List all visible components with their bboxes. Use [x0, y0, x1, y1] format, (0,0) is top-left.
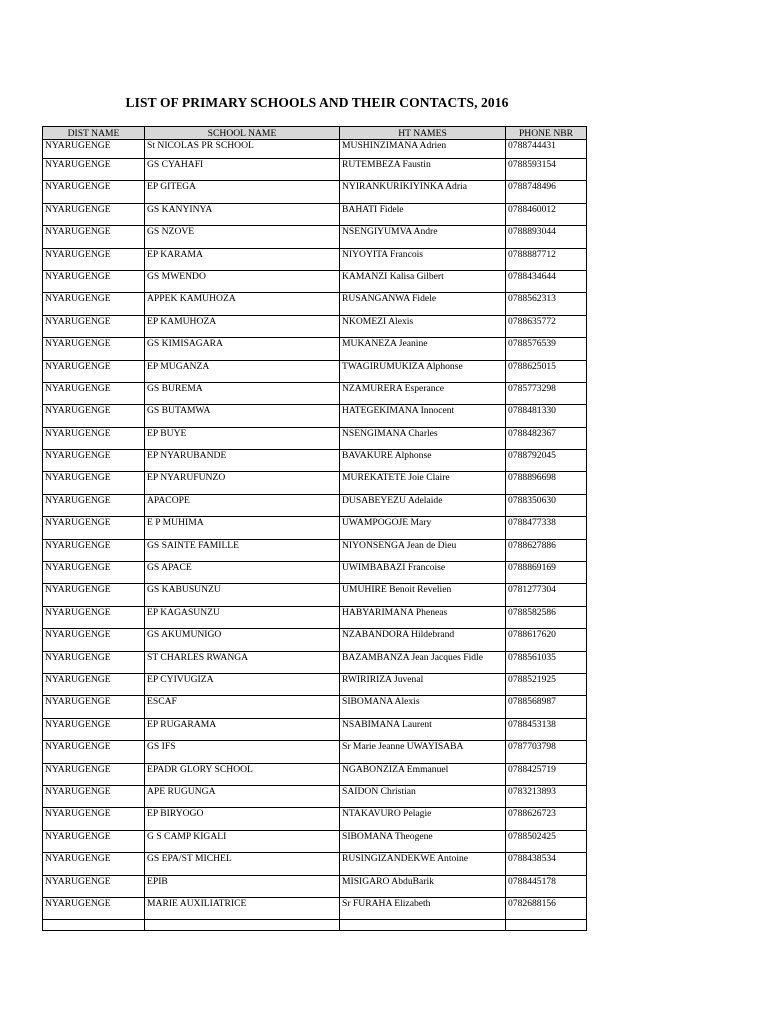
table-row — [43, 673, 587, 695]
table-row — [43, 427, 587, 449]
cell-phone-nbr: 0788568987 — [506, 696, 587, 718]
cell-dist-name: NYARUGENGE — [43, 203, 145, 225]
cell-phone-nbr: 0788350630 — [506, 494, 587, 516]
table-row — [43, 562, 587, 584]
cell-ht-name: NKOMEZI Alexis — [340, 315, 506, 337]
table-row — [43, 405, 587, 427]
cell-dist-name: NYARUGENGE — [43, 494, 145, 516]
table-row — [43, 248, 587, 270]
cell-ht-name: BAZAMBANZA Jean Jacques Fidle — [340, 651, 506, 673]
cell-dist-name: NYARUGENGE — [43, 427, 145, 449]
cell-ht-name: NGABONZIZA Emmanuel — [340, 763, 506, 785]
cell-ht-name: NIYONSENGA Jean de Dieu — [340, 539, 506, 561]
cell-school-name: GS KANYINYA — [145, 203, 340, 225]
cell-school-name: EP CYIVUGIZA — [145, 673, 340, 695]
cell-dist-name: NYARUGENGE — [43, 293, 145, 315]
table-row — [43, 606, 587, 628]
cell-school-name: E P MUHIMA — [145, 517, 340, 539]
cell-phone-nbr: 0785773298 — [506, 382, 587, 404]
cell-dist-name: NYARUGENGE — [43, 382, 145, 404]
cell-ht-name: BAVAKURE Alphonse — [340, 450, 506, 472]
cell-ht-name: HABYARIMANA Pheneas — [340, 606, 506, 628]
empty-cell — [43, 920, 145, 931]
cell-phone-nbr: 0788460012 — [506, 203, 587, 225]
cell-ht-name: NYIRANKURIKIYINKA Adria — [340, 181, 506, 203]
cell-ht-name: NZAMURERA Esperance — [340, 382, 506, 404]
cell-dist-name: NYARUGENGE — [43, 517, 145, 539]
cell-ht-name: MISIGARO AbduBarik — [340, 875, 506, 897]
table-header-row — [43, 127, 587, 140]
cell-phone-nbr: 0788617620 — [506, 629, 587, 651]
cell-school-name: EP KARAMA — [145, 248, 340, 270]
cell-phone-nbr: 0788445178 — [506, 875, 587, 897]
cell-ht-name: NSENGIMANA Charles — [340, 427, 506, 449]
cell-phone-nbr: 0788576539 — [506, 338, 587, 360]
cell-ht-name: TWAGIRUMUKIZA Alphonse — [340, 360, 506, 382]
header-school-name: SCHOOL NAME — [145, 127, 340, 140]
cell-school-name: GS EPA/ST MICHEL — [145, 853, 340, 875]
table-row — [43, 315, 587, 337]
cell-school-name: EP RUGARAMA — [145, 718, 340, 740]
cell-ht-name: NSENGIYUMVA Andre — [340, 226, 506, 248]
cell-phone-nbr: 0781277304 — [506, 584, 587, 606]
cell-ht-name: MUREKATETE Joie Claire — [340, 472, 506, 494]
cell-dist-name: NYARUGENGE — [43, 673, 145, 695]
cell-phone-nbr: 0788625015 — [506, 360, 587, 382]
table-row — [43, 875, 587, 897]
cell-phone-nbr: 0788792045 — [506, 450, 587, 472]
cell-dist-name: NYARUGENGE — [43, 875, 145, 897]
table-row — [43, 270, 587, 292]
cell-phone-nbr: 0788869169 — [506, 562, 587, 584]
empty-cell — [506, 920, 587, 931]
header-ht-names: HT NAMES — [340, 127, 506, 140]
table-row — [43, 226, 587, 248]
cell-phone-nbr: 0787703798 — [506, 741, 587, 763]
table-row — [43, 494, 587, 516]
cell-phone-nbr: 0788434644 — [506, 270, 587, 292]
cell-school-name: GS KIMISAGARA — [145, 338, 340, 360]
cell-school-name: GS MWENDO — [145, 270, 340, 292]
table-row — [43, 203, 587, 225]
table-row — [43, 785, 587, 807]
cell-dist-name: NYARUGENGE — [43, 405, 145, 427]
table-row — [43, 853, 587, 875]
table-row — [43, 830, 587, 852]
cell-dist-name: NYARUGENGE — [43, 696, 145, 718]
cell-ht-name: UMUHIRE Benoit Revelien — [340, 584, 506, 606]
cell-dist-name: NYARUGENGE — [43, 159, 145, 181]
cell-school-name: GS NZOVE — [145, 226, 340, 248]
cell-phone-nbr: 0788425719 — [506, 763, 587, 785]
cell-school-name: EPADR GLORY SCHOOL — [145, 763, 340, 785]
cell-dist-name: NYARUGENGE — [43, 584, 145, 606]
cell-dist-name: NYARUGENGE — [43, 315, 145, 337]
cell-phone-nbr: 0788481330 — [506, 405, 587, 427]
cell-dist-name: NYARUGENGE — [43, 181, 145, 203]
cell-school-name: GS KABUSUNZU — [145, 584, 340, 606]
empty-cell — [340, 920, 506, 931]
cell-school-name: GS APACE — [145, 562, 340, 584]
table-row — [43, 360, 587, 382]
cell-school-name: ST CHARLES RWANGA — [145, 651, 340, 673]
table-row — [43, 741, 587, 763]
cell-dist-name: NYARUGENGE — [43, 539, 145, 561]
cell-ht-name: DUSABEYEZU Adelaide — [340, 494, 506, 516]
cell-dist-name: NYARUGENGE — [43, 808, 145, 830]
cell-ht-name: Sr Marie Jeanne UWAYISABA — [340, 741, 506, 763]
cell-phone-nbr: 0788561035 — [506, 651, 587, 673]
cell-ht-name: NZABANDORA Hildebrand — [340, 629, 506, 651]
cell-ht-name: RUSINGIZANDEKWE Antoine — [340, 853, 506, 875]
cell-dist-name: NYARUGENGE — [43, 140, 145, 159]
cell-school-name: EP MUGANZA — [145, 360, 340, 382]
table-row — [43, 629, 587, 651]
cell-ht-name: MUKANEZA Jeanine — [340, 338, 506, 360]
cell-phone-nbr: 0788635772 — [506, 315, 587, 337]
cell-ht-name: RUSANGANWA Fidele — [340, 293, 506, 315]
cell-school-name: G S CAMP KIGALI — [145, 830, 340, 852]
table-row — [43, 472, 587, 494]
cell-phone-nbr: 0788477338 — [506, 517, 587, 539]
table-row — [43, 382, 587, 404]
cell-phone-nbr: 0788893044 — [506, 226, 587, 248]
cell-dist-name: NYARUGENGE — [43, 270, 145, 292]
cell-phone-nbr: 0788482367 — [506, 427, 587, 449]
cell-phone-nbr: 0788626723 — [506, 808, 587, 830]
cell-school-name: GS BUREMA — [145, 382, 340, 404]
table-row — [43, 338, 587, 360]
cell-phone-nbr: 0788453138 — [506, 718, 587, 740]
cell-phone-nbr: 0788521925 — [506, 673, 587, 695]
cell-ht-name: KAMANZI Kalisa Gilbert — [340, 270, 506, 292]
cell-phone-nbr: 0788562313 — [506, 293, 587, 315]
cell-school-name: GS AKUMUNIGO — [145, 629, 340, 651]
cell-ht-name: UWAMPOGOJE Mary — [340, 517, 506, 539]
cell-dist-name: NYARUGENGE — [43, 651, 145, 673]
cell-phone-nbr: 0788896698 — [506, 472, 587, 494]
cell-school-name: EP BUYE — [145, 427, 340, 449]
cell-dist-name: NYARUGENGE — [43, 830, 145, 852]
cell-ht-name: SIBOMANA Theogene — [340, 830, 506, 852]
table-spacer-row — [43, 920, 587, 931]
cell-dist-name: NYARUGENGE — [43, 562, 145, 584]
schools-table — [42, 126, 587, 931]
cell-dist-name: NYARUGENGE — [43, 741, 145, 763]
cell-ht-name: NTAKAVURO Pelagie — [340, 808, 506, 830]
cell-school-name: EP KAGASUNZU — [145, 606, 340, 628]
table-row — [43, 450, 587, 472]
cell-ht-name: SIBOMANA Alexis — [340, 696, 506, 718]
cell-dist-name: NYARUGENGE — [43, 853, 145, 875]
cell-dist-name: NYARUGENGE — [43, 338, 145, 360]
cell-school-name: GS SAINTE FAMILLE — [145, 539, 340, 561]
cell-ht-name: Sr FURAHA Elizabeth — [340, 897, 506, 919]
table-row — [43, 897, 587, 919]
cell-phone-nbr: 0783213893 — [506, 785, 587, 807]
cell-ht-name: NIYOYITA Francois — [340, 248, 506, 270]
cell-school-name: ESCAF — [145, 696, 340, 718]
document-title: LIST OF PRIMARY SCHOOLS AND THEIR CONTACTS, 2016 — [125, 95, 509, 110]
cell-ht-name: RWIRIRIZA Juvenal — [340, 673, 506, 695]
table-row — [43, 181, 587, 203]
cell-school-name: EP GITEGA — [145, 181, 340, 203]
cell-phone-nbr: 0788582586 — [506, 606, 587, 628]
table-row — [43, 140, 587, 159]
table-row — [43, 159, 587, 181]
cell-dist-name: NYARUGENGE — [43, 360, 145, 382]
cell-school-name: APACOPE — [145, 494, 340, 516]
cell-ht-name: SAIDON Christian — [340, 785, 506, 807]
cell-school-name: APE RUGUNGA — [145, 785, 340, 807]
table-row — [43, 517, 587, 539]
table-row — [43, 539, 587, 561]
cell-dist-name: NYARUGENGE — [43, 606, 145, 628]
header-phone-nbr: PHONE NBR — [506, 127, 587, 140]
cell-phone-nbr: 0788593154 — [506, 159, 587, 181]
table-row — [43, 584, 587, 606]
cell-phone-nbr: 0788627886 — [506, 539, 587, 561]
cell-school-name: EPIB — [145, 875, 340, 897]
cell-school-name: GS CYAHAFI — [145, 159, 340, 181]
cell-dist-name: NYARUGENGE — [43, 248, 145, 270]
table-body — [43, 140, 587, 931]
cell-school-name: EP NYARUBANDE — [145, 450, 340, 472]
cell-school-name: EP KAMUHOZA — [145, 315, 340, 337]
cell-ht-name: UWIMBABAZI Francoise — [340, 562, 506, 584]
cell-ht-name: HATEGEKIMANA Innocent — [340, 405, 506, 427]
cell-dist-name: NYARUGENGE — [43, 897, 145, 919]
cell-phone-nbr: 0788438534 — [506, 853, 587, 875]
table-row — [43, 651, 587, 673]
header-dist-name: DIST NAME — [43, 127, 145, 140]
cell-ht-name: BAHATI Fidele — [340, 203, 506, 225]
table-row — [43, 696, 587, 718]
cell-school-name: MARIE AUXILIATRICE — [145, 897, 340, 919]
empty-cell — [145, 920, 340, 931]
table-row — [43, 293, 587, 315]
cell-school-name: EP NYARUFUNZO — [145, 472, 340, 494]
cell-dist-name: NYARUGENGE — [43, 763, 145, 785]
cell-ht-name: MUSHINZIMANA Adrien — [340, 140, 506, 159]
cell-school-name: EP BIRYOGO — [145, 808, 340, 830]
cell-phone-nbr: 0788748496 — [506, 181, 587, 203]
cell-dist-name: NYARUGENGE — [43, 718, 145, 740]
cell-dist-name: NYARUGENGE — [43, 629, 145, 651]
cell-ht-name: NSABIMANA Laurent — [340, 718, 506, 740]
table-row — [43, 808, 587, 830]
cell-phone-nbr: 0788744431 — [506, 140, 587, 159]
cell-school-name: GS BUTAMWA — [145, 405, 340, 427]
cell-dist-name: NYARUGENGE — [43, 226, 145, 248]
cell-ht-name: RUTEMBEZA Faustin — [340, 159, 506, 181]
cell-phone-nbr: 0782688156 — [506, 897, 587, 919]
table-row — [43, 718, 587, 740]
cell-dist-name: NYARUGENGE — [43, 450, 145, 472]
table-row — [43, 763, 587, 785]
cell-school-name: GS IFS — [145, 741, 340, 763]
cell-phone-nbr: 0788502425 — [506, 830, 587, 852]
cell-school-name: St NICOLAS PR SCHOOL — [145, 140, 340, 159]
cell-school-name: APPEK KAMUHOZA — [145, 293, 340, 315]
cell-phone-nbr: 0788887712 — [506, 248, 587, 270]
cell-dist-name: NYARUGENGE — [43, 785, 145, 807]
cell-dist-name: NYARUGENGE — [43, 472, 145, 494]
